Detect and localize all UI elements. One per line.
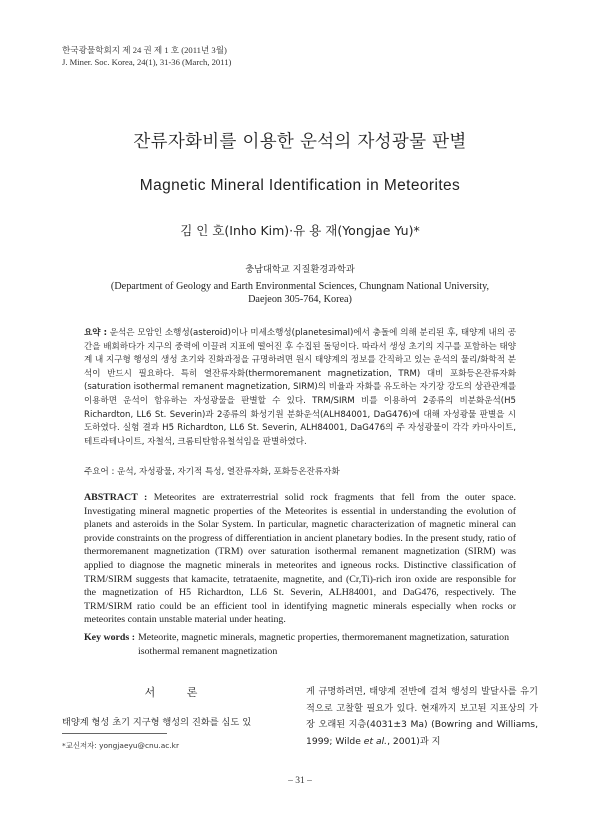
abstract-korean-label: 요약 : [84, 328, 107, 338]
page-number: – 31 – [288, 776, 312, 786]
authors: 김 인 호(Inho Kim)·유 용 재(Yongjae Yu)* [180, 223, 420, 238]
footnote-divider [62, 733, 167, 734]
abstract-korean [84, 327, 516, 449]
keywords-korean-label: 주요어 : [84, 467, 115, 477]
affiliation-english-line2: Daejeon 305-764, Korea) [248, 294, 352, 305]
journal-header [62, 44, 231, 68]
keywords-english-label: Key words : [84, 632, 136, 643]
title-english: Magnetic Mineral Identification in Meteorites [139, 177, 461, 194]
corresponding-author-footnote: *교신저자: yongjaeyu@cnu.ac.kr [62, 741, 179, 750]
abstract-english [84, 491, 516, 627]
intro-right-italic: et al. [363, 735, 388, 747]
journal-citation-ko: 한국광물학회지 제 24 권 제 1 호 (2011년 3월) [62, 45, 227, 55]
journal-citation-en: J. Miner. Soc. Korea, 24(1), 31-36 (March, 2011) [62, 57, 232, 67]
intro-right-text-end: , 2001)과 지 [387, 735, 441, 747]
intro-left-text: 태양계 형성 초기 지구형 행성의 진화를 심도 있 [62, 717, 252, 728]
affiliation [0, 263, 600, 307]
keywords-korean [84, 466, 516, 479]
keywords-english-text: Meteorite, magnetic minerals, magnetic properties, thermoremanent magnetization, saturation isothermal remanent magnetization [138, 632, 510, 657]
abstract-english-text: Meteorites are extraterrestrial solid rock fragments that fell from the outer space. Investigating mineral magnetic properties of the Meteorites is essential in understanding the evolution of planets and asteroids in the Solar System. In particular, magnetic characterization of magnetic mineral can provide constraints on the progress of differentiation in ancient planetary bodies. In the present study, ratio of thermoremanent magnetization (TRM) over saturation isothermal remanent magnetization (SIRM) was applied to diagnose the magnetic minerals in meteorites and igneous rocks. Distinctive classification of TRM/SIRM suggests that kamacite, tetrataenite, magnetite, and (Cr,Ti)-rich iron oxide are responsible for the magnetization of H5 Richardton, LL6 St. Severin, ALH84001, and DaG476, respectively. The TRM/SIRM ratio could be an efficient tool in identifying magnetic minerals especially when rocks or meteorites contain unstable material under heating. [84, 492, 516, 626]
section-heading-introduction: 서 론 [144, 686, 212, 699]
affiliation-korean: 충남대학교 지질환경과학과 [245, 264, 355, 275]
abstract-english-label: ABSTRACT : [84, 492, 148, 503]
title-korean: 잔류자화비를 이용한 운석의 자성광물 판별 [133, 132, 467, 152]
intro-right-text: 게 규명하려면, 태양계 전반에 걸쳐 행성의 발달사를 유기적으로 고찰할 필요가 있다. 현재까지 보고된 지표상의 가장 오래된 지층(4031±3 Ma) (Bowring and Williams, 1999; Wilde [306, 686, 538, 747]
intro-left-column [62, 684, 294, 728]
intro-right-column [306, 684, 538, 750]
keywords-english [84, 631, 516, 658]
affiliation-english-line1: (Department of Geology and Earth Environmental Sciences, Chungnam National University, [110, 280, 490, 292]
keywords-korean-text: 운석, 자성광물, 자기적 특성, 열잔류자화, 포화등온잔류자화 [117, 467, 340, 477]
abstract-korean-text: 운석은 모암인 소행성(asteroid)이나 미세소행성(planetesimal)에서 충돌에 의해 분리된 후, 태양계 내의 공간을 배회하다가 지구의 중력에 이끌려 지표에 떨어진 후 수집된 돌덩이다. 따라서 생성 초기의 지구를 포함하는 태양계 내 지구형 행성의 생성 초기와 진화과정을 규명하려면 원시 태양계의 정보를 간직하고 있는 운석의 물리/화학적 분석이 반드시 필요하다. 특히 열잔류자화(thermoremanent magnetization, TRM) 대비 포화등온잔류자화(saturation isothermal remanent magnetization, SIRM)의 비율과 자화를 유도하는 자기장 강도의 상관관계를 이용하면 운석이 함유하는 자성광물을 판별할 수 있다. TRM/SIRM 비를 이용하여 2종류의 비분화운석(H5 Richardton, LL6 St. Severin)과 2종류의 화성기원 분화운석(ALH84001, DaG476)에 대해 자성광물 판별을 시도하였다. 실험 결과 H5 Richardton, LL6 St. Severin, ALH84001, DaG476의 주 자성광물이 각각 카마사이트, 테트라테나이트, 자철석, 크롬티탄함유철석임을 판별하였다. [84, 328, 517, 447]
